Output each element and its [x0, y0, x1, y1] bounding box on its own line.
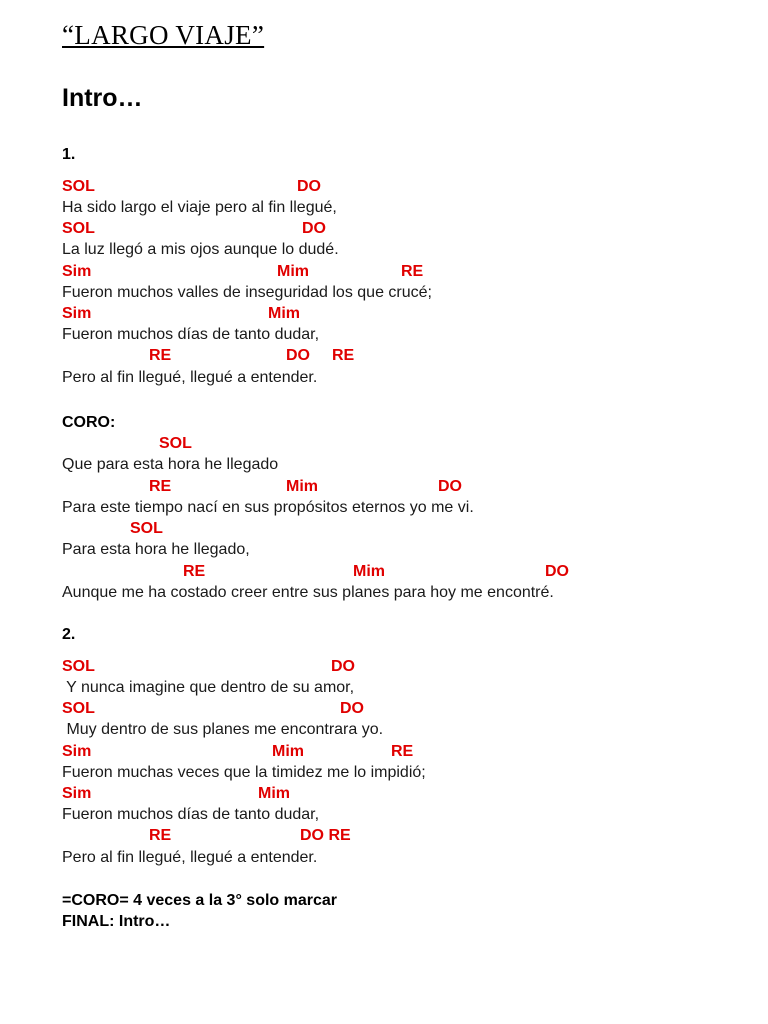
chord: Mim: [268, 305, 300, 322]
chord-row: [0, 743, 768, 763]
lyric-line: Y nunca imagine que dentro de su amor,: [62, 679, 355, 696]
chord-row: [0, 220, 768, 240]
chord: Mim: [272, 743, 304, 760]
chord: SOL: [62, 658, 95, 675]
chord-row: [0, 478, 768, 498]
verse-1-label: 1.: [62, 146, 76, 163]
chord: Mim: [353, 563, 385, 580]
chord: Sim: [62, 263, 92, 280]
lyric-line: Pero al fin llegué, llegué a entender.: [62, 849, 318, 866]
chord: Sim: [62, 305, 92, 322]
intro-heading: Intro…: [62, 84, 143, 112]
chord: RE: [149, 478, 172, 495]
chord-row: [0, 305, 768, 325]
lyric-line: Para este tiempo nací en sus propósitos eternos yo me vi.: [62, 499, 474, 516]
chord: DO: [545, 563, 569, 580]
chord: Sim: [62, 785, 92, 802]
chord: DO: [302, 220, 326, 237]
chord: SOL: [130, 520, 163, 537]
chord: SOL: [62, 700, 95, 717]
lyric-line: Fueron muchas veces que la timidez me lo impidió;: [62, 764, 426, 781]
chord-row: [0, 263, 768, 283]
chord: DO: [297, 178, 321, 195]
lyric-line: La luz llegó a mis ojos aunque lo dudé.: [62, 241, 339, 258]
chord: RE: [391, 743, 414, 760]
chord: Mim: [258, 785, 290, 802]
chord-row: [0, 700, 768, 720]
lyric-line: Fueron muchos valles de inseguridad los que crucé;: [62, 284, 432, 301]
chord: DO RE: [300, 827, 351, 844]
chord-row: [0, 658, 768, 678]
chorus-label: CORO:: [62, 414, 116, 431]
chord: Mim: [277, 263, 309, 280]
chord: RE: [149, 827, 172, 844]
lyric-line: Ha sido largo el viaje pero al fin llegué,: [62, 199, 337, 216]
chord: DO: [438, 478, 462, 495]
chord: SOL: [159, 435, 192, 452]
lyric-line: Pero al fin llegué, llegué a entender.: [62, 369, 318, 386]
chord-row: [0, 563, 768, 583]
chord: Mim: [286, 478, 318, 495]
chord-row: [0, 178, 768, 198]
chord: RE: [401, 263, 424, 280]
chord-row: [0, 435, 768, 455]
chord: DO: [331, 658, 355, 675]
chord-row: [0, 347, 768, 367]
chord-row: [0, 827, 768, 847]
chord: SOL: [62, 220, 95, 237]
chord: RE: [332, 347, 355, 364]
chord-row: [0, 785, 768, 805]
chord: SOL: [62, 178, 95, 195]
lyric-line: Fueron muchos días de tanto dudar,: [62, 326, 320, 343]
lyric-line: Que para esta hora he llegado: [62, 456, 279, 473]
chord: DO: [340, 700, 364, 717]
lyric-line: Aunque me ha costado creer entre sus planes para hoy me encontré.: [62, 584, 554, 601]
lyric-line: Para esta hora he llegado,: [62, 541, 250, 558]
chord: RE: [149, 347, 172, 364]
lyric-line: Fueron muchos días de tanto dudar,: [62, 806, 320, 823]
song-title: “LARGO VIAJE”: [62, 20, 265, 50]
chord: RE: [183, 563, 206, 580]
chorus-repeat-note: =CORO= 4 veces a la 3° solo marcar: [62, 892, 337, 909]
chord: Sim: [62, 743, 92, 760]
chord-row: [0, 520, 768, 540]
lyric-line: Muy dentro de sus planes me encontrara yo.: [62, 721, 384, 738]
final-note: FINAL: Intro…: [62, 913, 171, 930]
verse-2-label: 2.: [62, 626, 76, 643]
chord: DO: [286, 347, 310, 364]
